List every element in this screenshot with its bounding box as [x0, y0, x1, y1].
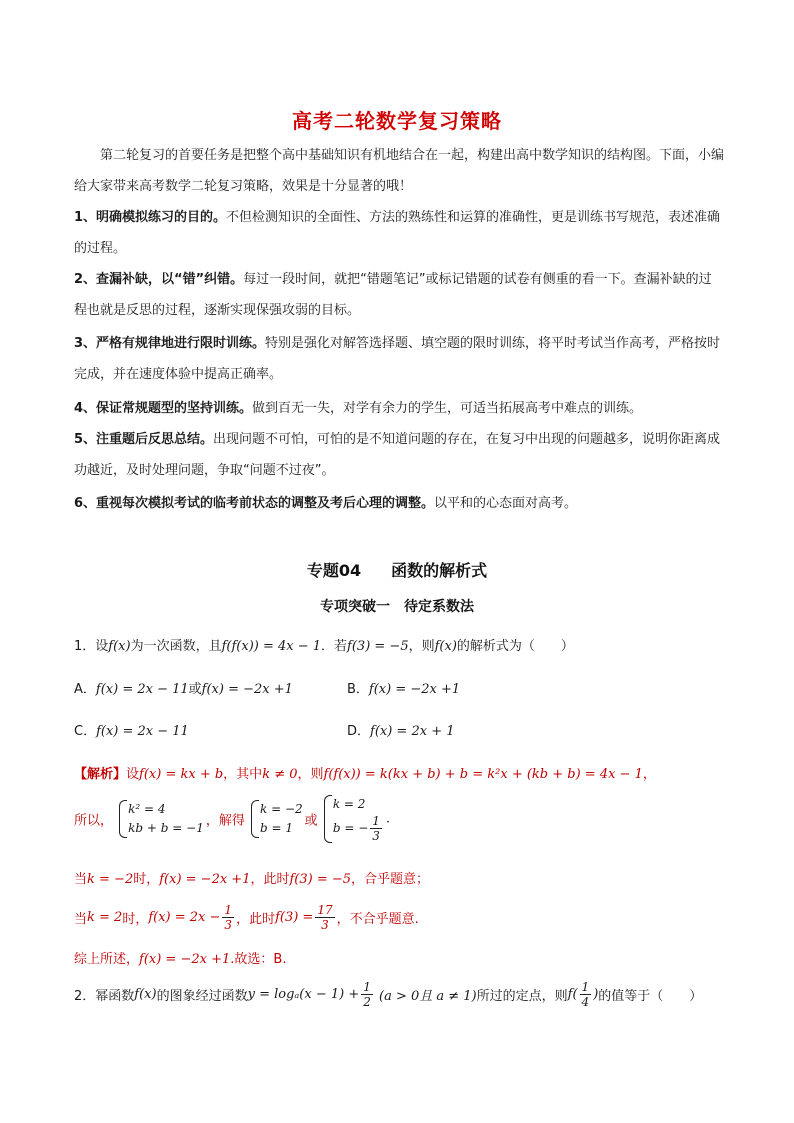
- solution-text: .故选：B.: [230, 952, 287, 967]
- q1-text: 1．设: [74, 639, 109, 654]
- subtopic-heading: [0, 596, 794, 616]
- fraction-denominator: 2: [363, 995, 371, 1009]
- solution-text: ，此时: [236, 912, 276, 927]
- option-a: [74, 678, 293, 697]
- system-row: k² = 4: [128, 802, 166, 816]
- strategy-6: [74, 488, 724, 519]
- q1-text: 的解析式为（ ）: [456, 639, 574, 654]
- solution-tag: 【解析】: [74, 767, 127, 782]
- strategy-1: [74, 202, 724, 264]
- option-math: f(x) = −2x +1: [201, 682, 293, 697]
- solution-math: f(3) =: [275, 910, 314, 925]
- option-c: [74, 720, 189, 739]
- system-row: b = −: [332, 821, 369, 835]
- solution-text: ，合乎题意；: [351, 872, 430, 887]
- solution-text: 时，: [122, 912, 149, 927]
- strategy-body: 特别是强化对解答选择题、填空题的限时训练，将平时考试当作高考，严格按时完成，并在速度体验中提高正确率。: [74, 336, 721, 382]
- q2-text: 2．幂函数: [74, 989, 135, 1004]
- option-b: [347, 678, 460, 697]
- strategy-5: [74, 424, 724, 486]
- option-math: f(x) = −2x +1: [368, 682, 461, 697]
- q1-math: f(x): [108, 639, 131, 654]
- option-label: B．: [347, 682, 369, 697]
- q2-text: 的图象经过函数: [156, 989, 248, 1004]
- solution-text: ，其中: [223, 767, 263, 782]
- solution-math: f(3) = −5: [289, 872, 352, 887]
- equation-system-3: [324, 795, 384, 843]
- q2-math: f(: [567, 987, 578, 1002]
- solution-text: 或: [304, 813, 318, 829]
- question-2-stem: [74, 980, 702, 1009]
- solution-text: ，此时: [250, 872, 290, 887]
- fraction: [580, 980, 592, 1009]
- solution-math: k = 2: [87, 910, 123, 925]
- solution-math: f(x) = −2x +1: [139, 952, 231, 967]
- option-d: [347, 720, 455, 739]
- solution-text: ，解得: [205, 813, 245, 829]
- solution-text: 时，: [133, 872, 160, 887]
- option-label: A．: [74, 682, 96, 697]
- q1-text: ．若: [321, 639, 348, 654]
- solution-text: 所以，: [74, 813, 114, 829]
- solution-math: f(x) = 2x −: [148, 910, 221, 925]
- page-title: 高考二轮数学复习策略: [292, 109, 502, 133]
- solution-text: ，则: [297, 767, 324, 782]
- solution-line-1: [74, 763, 656, 782]
- fraction-numerator: 1: [363, 980, 371, 994]
- q1-math: f(x): [434, 639, 457, 654]
- option-math: f(x) = 2x − 11: [96, 724, 189, 739]
- solution-text: ，: [642, 767, 656, 782]
- fraction-numerator: 1: [581, 980, 590, 994]
- solution-math: f(f(x)) = k(kx + b) + b = k²x + (kb + b) = 4x − 1: [323, 767, 643, 782]
- q2-math: ): [593, 987, 599, 1002]
- subtopic-label: 专项突破一: [320, 599, 390, 615]
- solution-line-3: [74, 868, 429, 887]
- solution-text: 设: [126, 767, 140, 782]
- strategy-head: 4、保证常规题型的坚持训练。: [74, 401, 253, 416]
- solution-text: ，不合乎题意.: [336, 912, 419, 927]
- topic-number: 专题04: [306, 561, 362, 580]
- option-math: f(x) = 2x + 1: [370, 724, 455, 739]
- q2-text: 的值等于（ ）: [598, 989, 703, 1004]
- strategy-4: [74, 393, 724, 424]
- solution-text: 综上所述，: [74, 952, 140, 967]
- solution-math: k ≠ 0: [262, 767, 298, 782]
- strategy-head: 6、重视每次模拟考试的临考前状态的调整及考后心理的调整。: [74, 496, 435, 511]
- q2-text: 所过的定点，则: [476, 989, 568, 1004]
- system-row: k = −2: [260, 802, 303, 816]
- strategy-body: 做到百无一失，对学有余力的学生，可适当拓展高考中难点的训练。: [252, 401, 643, 416]
- topic-name: 函数的解析式: [391, 561, 488, 580]
- system-row: k = 2: [332, 797, 366, 811]
- strategy-head: 5、注重题后反思总结。: [74, 432, 214, 447]
- q1-text: 为一次函数，且: [130, 639, 222, 654]
- solution-math: k = −2: [87, 872, 134, 887]
- q1-math: f(f(x)) = 4x − 1: [221, 639, 322, 654]
- option-math: f(x) = 2x − 11: [95, 682, 189, 697]
- fraction: [370, 814, 382, 843]
- system-row: b = 1: [260, 821, 294, 835]
- solution-math: f(x) = kx + b: [139, 767, 224, 782]
- fraction: [361, 980, 373, 1009]
- fraction: [222, 903, 234, 932]
- strategy-head: 3、严格有规律地进行限时训练。: [74, 336, 266, 351]
- topic-heading: [0, 558, 794, 581]
- solution-line-2: [74, 795, 390, 843]
- q1-math: f(3) = −5: [347, 639, 409, 654]
- equation-system-1: [119, 800, 204, 838]
- strategy-body: 不但检测知识的全面性、方法的熟练性和运算的准确性，更是训练书写规范，表述准确的过程。: [74, 210, 721, 256]
- strategy-body: 出现问题不可怕，可怕的是不知道问题的存在，在复习中出现的问题越多，说明你距离成功越近，及时处理问题，争取“问题不过夜”。: [74, 432, 721, 478]
- intro-paragraph: 第二轮复习的首要任务是把整个高中基础知识有机地结合在一起，构建出高中数学知识的结构图。下面，小编给大家带来高考数学二轮复习策略，效果是十分显著的哦！: [74, 148, 725, 194]
- solution-line-4: [74, 903, 419, 932]
- q1-text: ，则: [408, 639, 435, 654]
- strategy-head: 2、查漏补缺，以“错”纠错。: [74, 272, 244, 287]
- q2-math: y = logₐ(x − 1) +: [247, 987, 360, 1002]
- strategy-3: [74, 328, 724, 390]
- solution-text: 当: [74, 912, 88, 927]
- option-label: C．: [74, 724, 97, 739]
- solution-text: .: [385, 811, 391, 827]
- strategy-head: 1、明确模拟练习的目的。: [74, 210, 227, 225]
- equation-system-2: [251, 800, 303, 838]
- fraction-denominator: 3: [372, 829, 380, 843]
- strategy-2: [74, 264, 724, 326]
- solution-text: 当: [74, 872, 88, 887]
- fraction-denominator: 4: [581, 995, 590, 1009]
- subtopic-name: 待定系数法: [404, 599, 474, 615]
- fraction-numerator: 1: [224, 903, 233, 917]
- strategy-body: 以平和的心态面对高考。: [434, 496, 578, 511]
- fraction-numerator: 17: [317, 903, 333, 917]
- strategy-body: 每过一段时间，就把“错题笔记”或标记错题的试卷有侧重的看一下。查漏补缺的过程也就是反思的过程，逐渐实现保强攻弱的目标。: [74, 272, 712, 318]
- q2-math: (a > 0且 a ≠ 1): [379, 989, 477, 1004]
- fraction-denominator: 3: [224, 918, 233, 932]
- question-1-stem: [74, 635, 574, 654]
- system-row: kb + b = −1: [128, 821, 204, 835]
- q2-math: f(x): [134, 987, 157, 1002]
- option-label: D．: [347, 724, 371, 739]
- fraction: [315, 903, 334, 932]
- option-text: 或: [188, 682, 202, 697]
- solution-line-5: [74, 948, 286, 967]
- fraction-denominator: 3: [321, 918, 329, 932]
- fraction-numerator: 1: [372, 814, 380, 828]
- solution-math: f(x) = −2x +1: [159, 872, 251, 887]
